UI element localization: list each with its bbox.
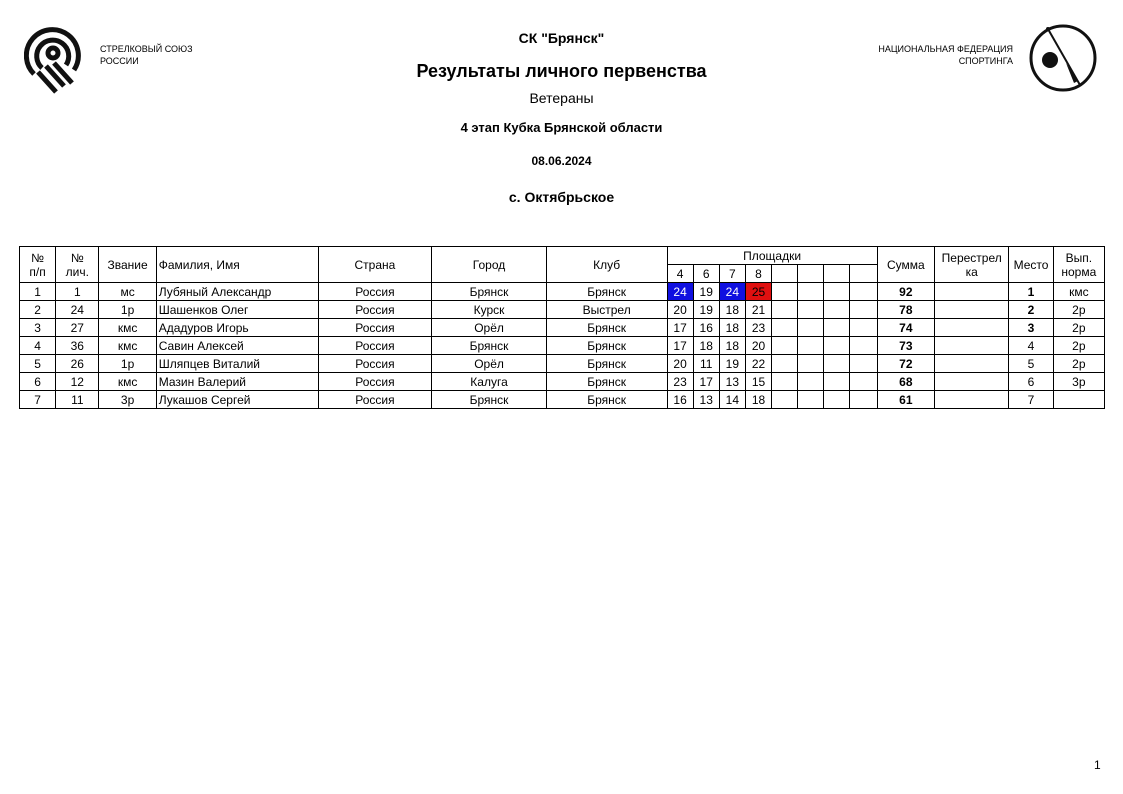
cell-s1: 17 — [667, 319, 693, 337]
cell-place: 3 — [1009, 319, 1053, 337]
col-header-place: Место — [1009, 247, 1053, 283]
cell-norm: 2р — [1053, 301, 1104, 319]
cell-empty — [772, 355, 798, 373]
cell-lic: 24 — [56, 301, 99, 319]
cell-lic: 36 — [56, 337, 99, 355]
cell-no: 2 — [20, 301, 56, 319]
cell-rank: 1р — [99, 301, 156, 319]
table-row — [20, 337, 1105, 355]
field-number-empty — [772, 265, 798, 283]
cell-empty — [824, 337, 850, 355]
cell-place: 6 — [1009, 373, 1053, 391]
cell-club: Брянск — [546, 337, 667, 355]
event-place: с. Октябрьское — [508, 189, 615, 205]
cell-club: Брянск — [546, 319, 667, 337]
cell-s3: 18 — [719, 301, 745, 319]
table-row — [20, 373, 1105, 391]
cell-name: Лубяный Александр — [156, 283, 318, 301]
cell-place: 5 — [1009, 355, 1053, 373]
cell-place: 1 — [1009, 283, 1053, 301]
cell-rank: кмс — [99, 337, 156, 355]
col-header-club: Клуб — [546, 247, 667, 283]
col-header-shootoff: Перестрел ка — [935, 247, 1009, 283]
cell-empty — [935, 373, 1009, 391]
col-header-city: Город — [432, 247, 547, 283]
cell-rank: кмс — [99, 319, 156, 337]
col-header-name: Фамилия, Имя — [156, 247, 318, 283]
cell-lic: 1 — [56, 283, 99, 301]
cell-norm: 3р — [1053, 373, 1104, 391]
cell-empty — [935, 319, 1009, 337]
cell-city: Орёл — [432, 355, 547, 373]
cell-club: Выстрел — [546, 301, 667, 319]
page-number: 1 — [1094, 758, 1101, 772]
cell-s3: 18 — [719, 319, 745, 337]
cell-empty — [824, 373, 850, 391]
cell-s1: 20 — [667, 355, 693, 373]
cell-s4: 15 — [745, 373, 771, 391]
cell-country: Россия — [318, 319, 432, 337]
cell-s2: 11 — [693, 355, 719, 373]
org-right-name: НАЦИОНАЛЬНАЯ ФЕДЕРАЦИЯ СПОРТИНГА — [878, 44, 1013, 66]
cell-no: 1 — [20, 283, 56, 301]
cell-rank: мс — [99, 283, 156, 301]
cell-empty — [824, 355, 850, 373]
cell-sum: 72 — [877, 355, 934, 373]
col-header-sum: Сумма — [877, 247, 934, 283]
cell-lic: 27 — [56, 319, 99, 337]
cell-city: Калуга — [432, 373, 547, 391]
field-number-empty — [850, 265, 877, 283]
page-title: Результаты личного первенства — [416, 61, 707, 81]
cell-s2: 19 — [693, 283, 719, 301]
cell-lic: 11 — [56, 391, 99, 409]
col-header-fields: Площадки — [667, 247, 877, 265]
table-row — [20, 283, 1105, 301]
col-header-lic: № лич. — [56, 247, 99, 283]
cell-s3: 13 — [719, 373, 745, 391]
cell-empty — [850, 283, 877, 301]
cell-empty — [772, 301, 798, 319]
cell-s1: 24 — [667, 283, 693, 301]
cell-sum: 74 — [877, 319, 934, 337]
col-header-rank: Звание — [99, 247, 156, 283]
cell-name: Савин Алексей — [156, 337, 318, 355]
cell-norm: кмс — [1053, 283, 1104, 301]
cell-empty — [935, 355, 1009, 373]
cell-rank: кмс — [99, 373, 156, 391]
cell-name: Ададуров Игорь — [156, 319, 318, 337]
cell-empty — [850, 337, 877, 355]
category: Ветераны — [529, 90, 594, 106]
cell-no: 4 — [20, 337, 56, 355]
cell-rank: 3р — [99, 391, 156, 409]
cell-country: Россия — [318, 355, 432, 373]
cell-empty — [850, 391, 877, 409]
table-row — [20, 391, 1105, 409]
cell-lic: 26 — [56, 355, 99, 373]
cell-s2: 16 — [693, 319, 719, 337]
cell-no: 6 — [20, 373, 56, 391]
cell-empty — [824, 283, 850, 301]
cell-empty — [824, 301, 850, 319]
cell-empty — [772, 391, 798, 409]
cell-name: Мазин Валерий — [156, 373, 318, 391]
cell-empty — [824, 319, 850, 337]
cell-lic: 12 — [56, 373, 99, 391]
cell-empty — [772, 283, 798, 301]
field-number-empty — [824, 265, 850, 283]
cell-s1: 17 — [667, 337, 693, 355]
cell-empty — [798, 337, 824, 355]
cell-s3: 14 — [719, 391, 745, 409]
cell-empty — [798, 319, 824, 337]
cell-s3: 18 — [719, 337, 745, 355]
table-row — [20, 319, 1105, 337]
cell-empty — [824, 391, 850, 409]
cell-sum: 68 — [877, 373, 934, 391]
cell-empty — [850, 355, 877, 373]
event-name: 4 этап Кубка Брянской области — [460, 120, 663, 135]
header-row-1 — [20, 247, 1105, 265]
cell-city: Курск — [432, 301, 547, 319]
cell-s3: 19 — [719, 355, 745, 373]
cell-s2: 18 — [693, 337, 719, 355]
cell-s4: 21 — [745, 301, 771, 319]
cell-s4: 20 — [745, 337, 771, 355]
cell-s4: 18 — [745, 391, 771, 409]
cell-club: Брянск — [546, 391, 667, 409]
event-date: 08.06.2024 — [531, 154, 592, 168]
cell-city: Брянск — [432, 283, 547, 301]
field-number: 6 — [693, 265, 719, 283]
field-number: 7 — [719, 265, 745, 283]
cell-s1: 23 — [667, 373, 693, 391]
cell-empty — [935, 301, 1009, 319]
cell-norm: 2р — [1053, 355, 1104, 373]
cell-norm — [1053, 391, 1104, 409]
cell-name: Шляпцев Виталий — [156, 355, 318, 373]
cell-s2: 19 — [693, 301, 719, 319]
cell-empty — [772, 337, 798, 355]
cell-empty — [850, 373, 877, 391]
cell-empty — [850, 301, 877, 319]
cell-sum: 78 — [877, 301, 934, 319]
col-header-country: Страна — [318, 247, 432, 283]
cell-country: Россия — [318, 301, 432, 319]
cell-club: Брянск — [546, 373, 667, 391]
cell-s3: 24 — [719, 283, 745, 301]
cell-place: 4 — [1009, 337, 1053, 355]
cell-empty — [850, 319, 877, 337]
cell-empty — [798, 301, 824, 319]
cell-sum: 92 — [877, 283, 934, 301]
field-number: 8 — [745, 265, 771, 283]
cell-country: Россия — [318, 373, 432, 391]
cell-country: Россия — [318, 391, 432, 409]
cell-country: Россия — [318, 283, 432, 301]
cell-city: Орёл — [432, 319, 547, 337]
cell-norm: 2р — [1053, 319, 1104, 337]
cell-rank: 1р — [99, 355, 156, 373]
cell-empty — [935, 391, 1009, 409]
table-row — [20, 355, 1105, 373]
col-header-no: № п/п — [20, 247, 56, 283]
cell-s2: 13 — [693, 391, 719, 409]
cell-empty — [798, 355, 824, 373]
cell-empty — [935, 337, 1009, 355]
cell-s2: 17 — [693, 373, 719, 391]
cell-country: Россия — [318, 337, 432, 355]
cell-empty — [772, 319, 798, 337]
cell-empty — [798, 391, 824, 409]
cell-club: Брянск — [546, 355, 667, 373]
cell-no: 7 — [20, 391, 56, 409]
cell-name: Шашенков Олег — [156, 301, 318, 319]
cell-place: 7 — [1009, 391, 1053, 409]
club-name: СК "Брянск" — [518, 30, 605, 46]
cell-sum: 61 — [877, 391, 934, 409]
cell-name: Лукашов Сергей — [156, 391, 318, 409]
results-table — [19, 246, 1105, 409]
cell-empty — [798, 283, 824, 301]
table-row — [20, 301, 1105, 319]
field-number: 4 — [667, 265, 693, 283]
cell-empty — [935, 283, 1009, 301]
cell-sum: 73 — [877, 337, 934, 355]
cell-s4: 25 — [745, 283, 771, 301]
cell-s1: 16 — [667, 391, 693, 409]
cell-city: Брянск — [432, 391, 547, 409]
col-header-norm: Вып. норма — [1053, 247, 1104, 283]
cell-empty — [772, 373, 798, 391]
cell-no: 3 — [20, 319, 56, 337]
cell-city: Брянск — [432, 337, 547, 355]
cell-club: Брянск — [546, 283, 667, 301]
cell-s4: 23 — [745, 319, 771, 337]
results-body — [20, 283, 1105, 409]
cell-s1: 20 — [667, 301, 693, 319]
cell-empty — [798, 373, 824, 391]
cell-s4: 22 — [745, 355, 771, 373]
org-left-name: СТРЕЛКОВЫЙ СОЮЗ РОССИИ — [100, 44, 193, 66]
cell-no: 5 — [20, 355, 56, 373]
cell-place: 2 — [1009, 301, 1053, 319]
cell-norm: 2р — [1053, 337, 1104, 355]
field-number-empty — [798, 265, 824, 283]
